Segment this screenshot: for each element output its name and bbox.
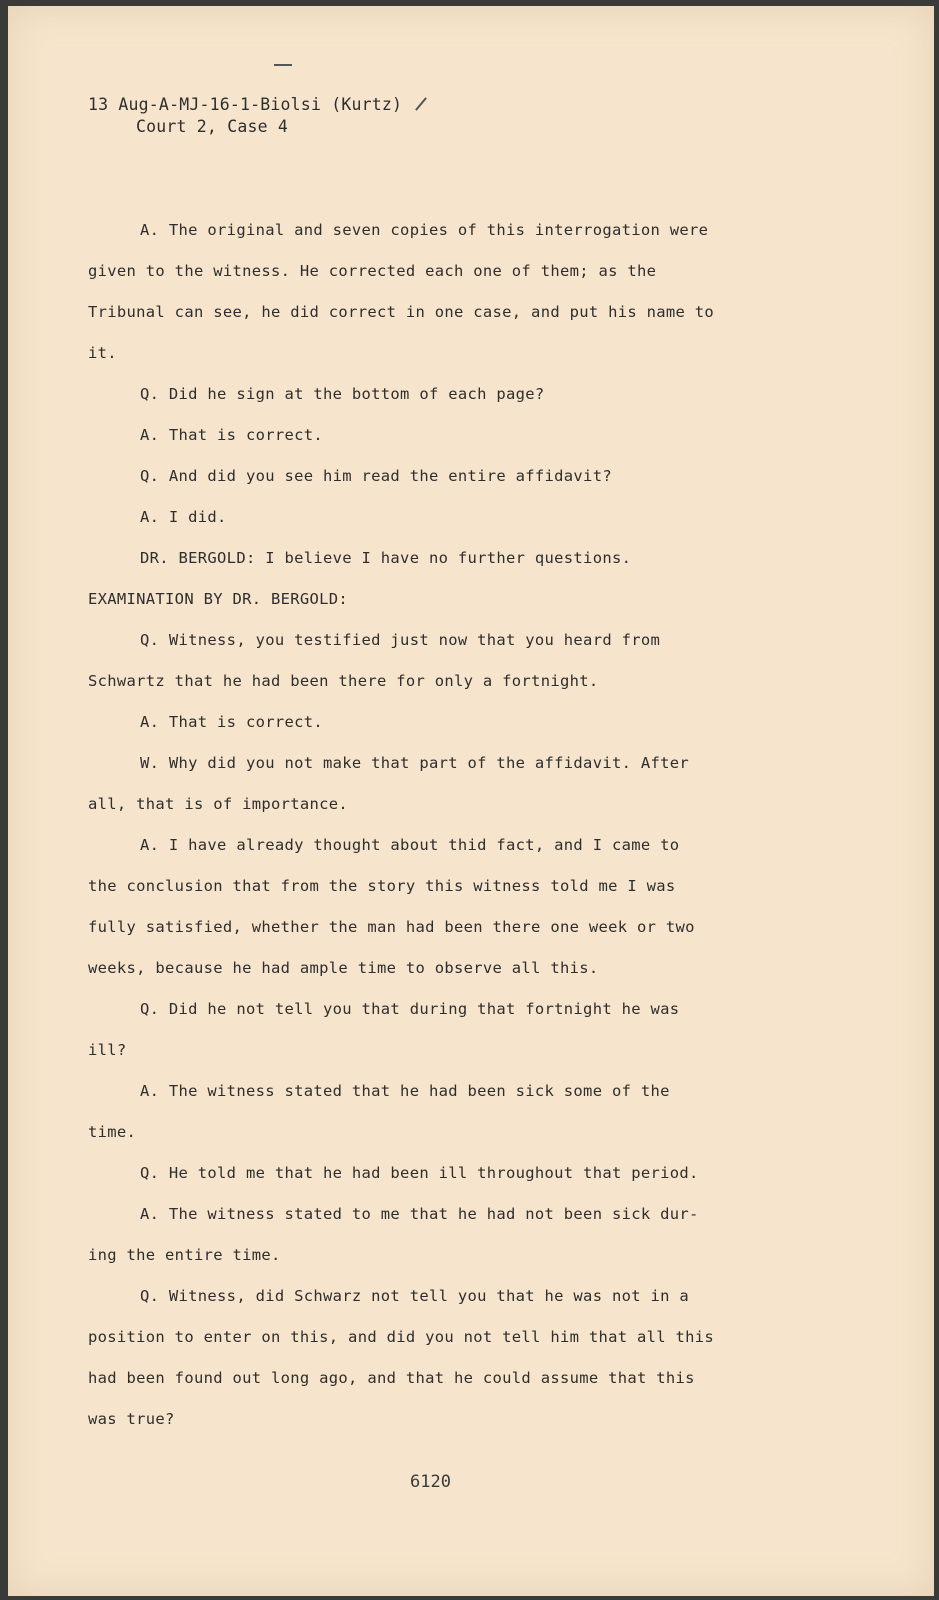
page-number: 6120 [410,1472,451,1492]
transcript-line: Q. Witness, you testified just now that you heard from [140,631,661,649]
transcript-line: A. That is correct. [140,426,324,444]
transcript-line: A. The witness stated to me that he had not been sick dur- [140,1205,699,1223]
transcript-line: W. Why did you not make that part of the affidavit. After [140,754,690,772]
transcript-line: Tribunal can see, he did correct in one case, and put his name to [88,303,715,321]
transcript-line: Q. Witness, did Schwarz not tell you that he was not in a [140,1287,690,1305]
transcript-line: ing the entire time. [88,1246,281,1264]
transcript-line: Q. Did he sign at the bottom of each page? [140,385,545,403]
transcript-line: it. [88,344,117,362]
transcript-line: had been found out long ago, and that he could assume that this [88,1369,695,1387]
transcript-line: time. [88,1123,137,1141]
transcript-line: weeks, because he had ample time to observe all this. [88,959,599,977]
transcript-line: A. I have already thought about thid fact, and I came to [140,836,680,854]
transcript-line: A. The original and seven copies of this interrogation were [140,221,709,239]
transcript-line: was true? [88,1410,175,1428]
transcript-line: all, that is of importance. [88,795,349,813]
transcript-line: ill? [88,1041,127,1059]
transcript-line: A. I did. [140,508,227,526]
transcript-line: A. The witness stated that he had been sick some of the [140,1082,670,1100]
transcript-line: Schwartz that he had been there for only a fortnight. [88,672,599,690]
transcript-line: Q. And did you see him read the entire affidavit? [140,467,612,485]
transcript-line: Q. Did he not tell you that during that fortnight he was [140,1000,680,1018]
transcript-line: DR. BERGOLD: I believe I have no further questions. [140,549,632,567]
transcript-line: A. That is correct. [140,713,324,731]
transcript-body [88,210,778,1440]
transcript-line: Q. He told me that he had been ill throughout that period. [140,1164,699,1182]
header-court-case: Court 2, Case 4 [136,117,289,136]
transcript-line: the conclusion that from the story this witness told me I was [88,877,676,895]
header-reference: 13 Aug-A-MJ-16-1-Biolsi (Kurtz) [88,95,403,114]
transcript-line: fully satisfied, whether the man had been there one week or two [88,918,695,936]
document-page [8,6,934,1596]
check-mark [415,97,427,111]
transcript-line: given to the witness. He corrected each one of them; as the [88,262,657,280]
document-header [88,94,402,138]
transcript-line: position to enter on this, and did you not tell him that all this [88,1328,715,1346]
pen-mark [274,64,292,66]
transcript-line: EXAMINATION BY DR. BERGOLD: [88,590,349,608]
